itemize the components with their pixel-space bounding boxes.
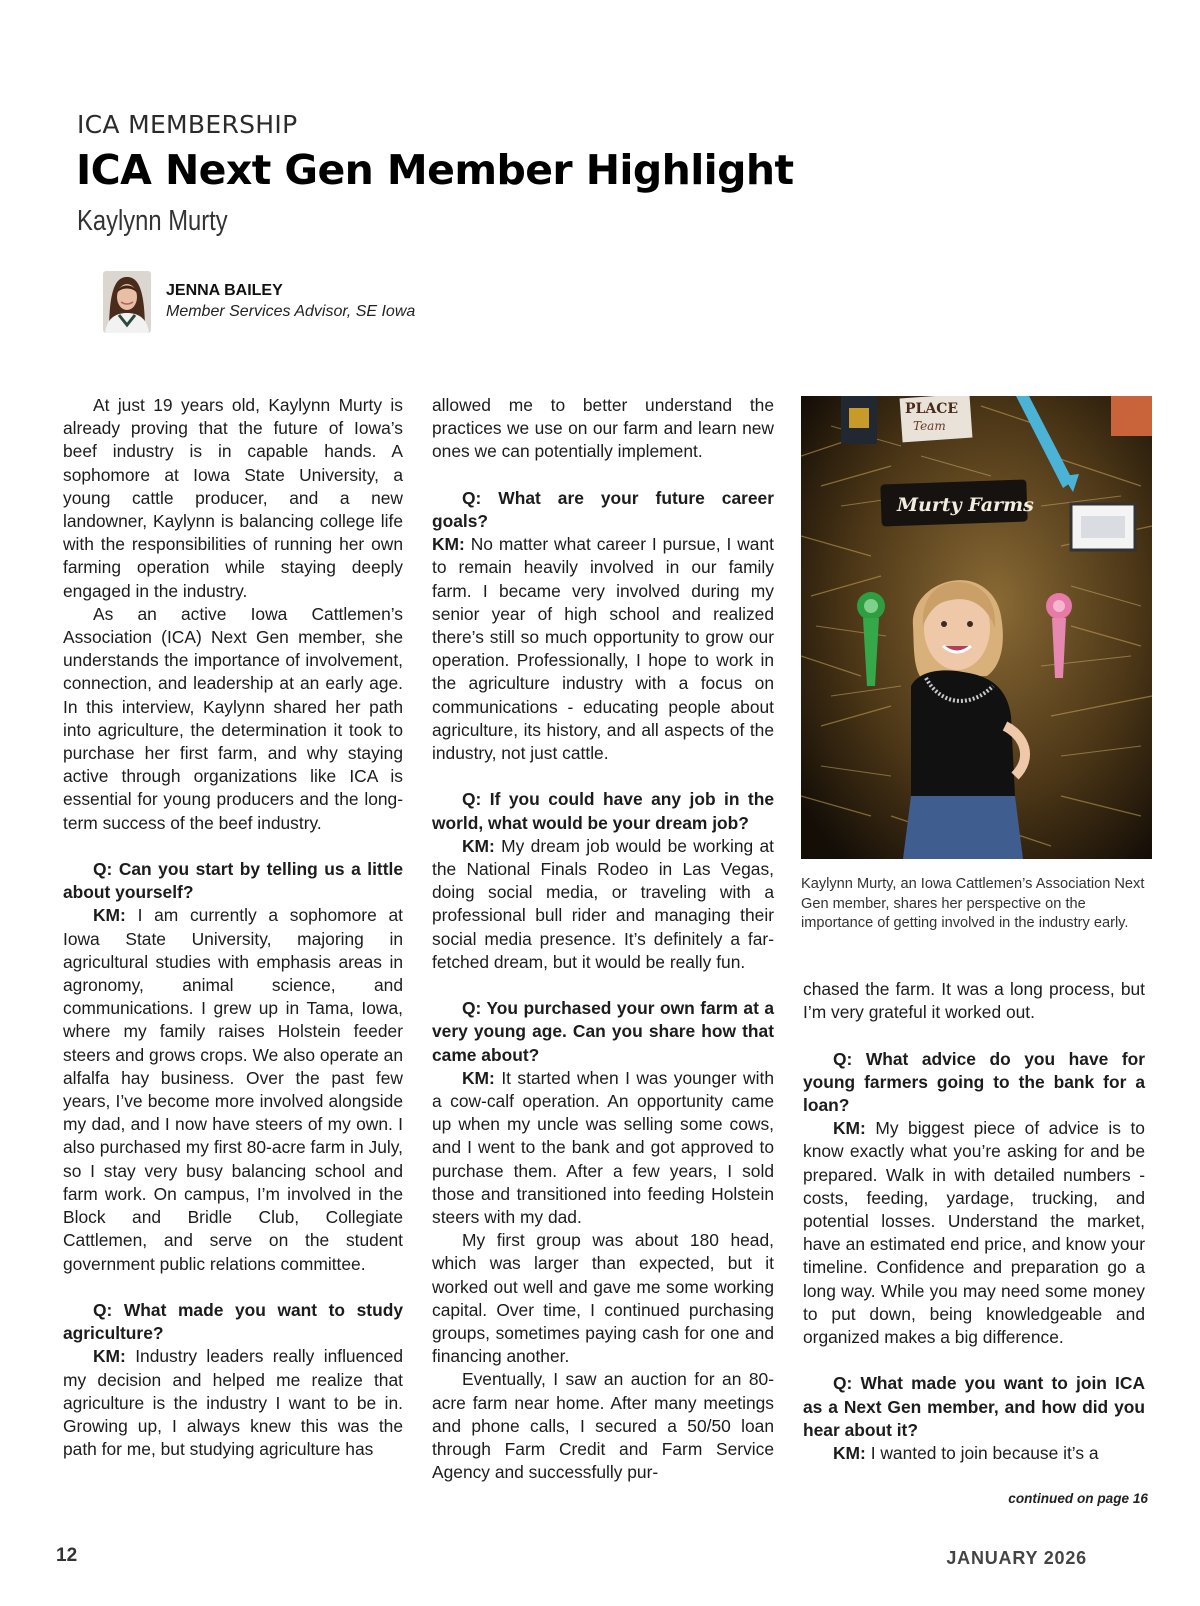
- author-avatar: [103, 271, 151, 333]
- km-label: KM:: [462, 835, 495, 856]
- question-heading: Q: Can you start by telling us a little about yourself?: [63, 859, 403, 903]
- plaque-text: Team: [913, 419, 946, 433]
- featured-photo: [801, 396, 1152, 859]
- answer-paragraph: [432, 533, 774, 765]
- answer-continuation: chased the farm. It was a long process, but I’m very grateful it worked out.: [803, 979, 1145, 1023]
- article-title: ICA Next Gen Member Highlight: [76, 146, 794, 194]
- article-column-1: [63, 394, 403, 1461]
- answer-paragraph: Eventually, I saw an auction for an 80-acre farm near home. After many meetings and phone calls, I secured a 50/50 loan through Farm Credit and Farm Service Agency and successfully pur-: [432, 1369, 774, 1483]
- article-column-2: [432, 394, 774, 1485]
- km-label: KM:: [462, 1067, 495, 1088]
- author-role: Member Services Advisor, SE Iowa: [166, 303, 416, 320]
- continued-note: continued on page 16: [1008, 1491, 1148, 1506]
- issue-date: JANUARY 2026: [946, 1548, 1087, 1568]
- answer-text: I wanted to join because it’s a: [870, 1443, 1099, 1464]
- answer-paragraph: [432, 1067, 774, 1229]
- answer-paragraph: [803, 1117, 1145, 1349]
- section-kicker: ICA MEMBERSHIP: [77, 110, 298, 139]
- answer-text: I am currently a sophomore at Iowa State University, majoring in agricultural studies with emphasis areas in agronomy, animal science, and communications. I grew up in Tama, Iowa, where my family raises Holstein feeder steers and grows crops. We also operate an alfalfa hay business. Over the past few years, I’ve become more involved alongside my dad, and I now have steers of my own. I also purchased my first 80-acre farm in July, so I stay very busy balancing school and farm work. On campus, I’m involved in the Block and Bridle Club, Collegiate Cattlemen, and serve on the student government public relations committee.: [63, 905, 403, 1274]
- answer-paragraph: [432, 835, 774, 974]
- km-label: KM:: [93, 1346, 126, 1367]
- answer-text: My dream job would be working at the National Finals Rodeo in Las Vegas, doing social media, or traveling with a professional bull rider and managing their social media presence. It’s definitely a far-fetched dream, but it would be really fun.: [432, 835, 774, 972]
- km-label: KM:: [833, 1443, 866, 1464]
- question-heading: Q: You purchased your own farm at a very young age. Can you share how that came about?: [432, 998, 774, 1065]
- km-label: KM:: [833, 1118, 866, 1139]
- answer-text: Industry leaders really influenced my decision and helped me realize that agriculture is the industry I want to be in. Growing up, I always knew this was the path for me, but studying agriculture has: [63, 1346, 403, 1460]
- article-column-3: [803, 978, 1145, 1465]
- question-heading: Q: What advice do you have for young farmers going to the bank for a loan?: [803, 1048, 1145, 1115]
- answer-text: No matter what career I pursue, I want to remain heavily involved in our family farm. I became very involved during my senior year of high school and realized there’s still so much opportunity to grow our operation. Professionally, I hope to work in the agriculture industry with a focus on communications - educating people about agriculture, its history, and all aspects of the industry, not just cattle.: [432, 534, 774, 764]
- km-label: KM:: [432, 534, 465, 555]
- photo-caption: Kaylynn Murty, an Iowa Cattlemen’s Association Next Gen member, shares her perspective on the importance of getting involved in the industry early.: [801, 876, 1145, 931]
- question-heading: Q: What are your future career goals?: [432, 487, 774, 531]
- article-subtitle: Kaylynn Murty: [77, 205, 228, 237]
- answer-text: My biggest piece of advice is to know exactly what you’re asking for and be prepared. Walk in with detailed numbers - costs, feeding, yardage, trucking, and potential losses. Understand the market, have an estimated end price, and know your timeline. Confidence and preparation go a long way. While you may need some money to put down, being knowledgeable and organized makes a big difference.: [803, 1118, 1145, 1348]
- author-name: JENNA BAILEY: [166, 282, 283, 299]
- intro-paragraph: At just 19 years old, Kaylynn Murty is already proving that the future of Iowa’s beef industry is in capable hands. A sophomore at Iowa State University, a young cattle producer, and a new landowner, Kaylynn is balancing college life with the responsibilities of running her own farming operation while staying deeply engaged in the industry.: [63, 395, 403, 601]
- intro-paragraph: As an active Iowa Cattlemen’s Association (ICA) Next Gen member, she understands the importance of involvement, connection, and leadership at an early age. In this interview, Kaylynn shared her path into agriculture, the determination it took to purchase her first farm, and why staying active through organizations like ICA is essential for young producers and the long-term success of the beef industry.: [63, 603, 403, 833]
- farm-sign-text: Murty Farms: [897, 494, 1034, 516]
- question-heading: Q: What made you want to join ICA as a Next Gen member, and how did you hear about it?: [803, 1373, 1145, 1440]
- answer-paragraph: [63, 1345, 403, 1461]
- page-number: 12: [56, 1545, 78, 1566]
- answer-paragraph: [63, 904, 403, 1275]
- answer-continuation: allowed me to better understand the practices we use on our farm and learn new ones we can potentially implement.: [432, 395, 774, 462]
- question-heading: Q: If you could have any job in the world, what would be your dream job?: [432, 789, 774, 833]
- km-label: KM:: [93, 905, 126, 926]
- answer-paragraph: My first group was about 180 head, which was larger than expected, but it worked out well and gave me some working capital. Over time, I continued purchasing groups, sometimes paying cash for one and financing another.: [432, 1230, 774, 1367]
- answer-paragraph: [803, 1442, 1145, 1465]
- answer-text: It started when I was younger with a cow-calf operation. An opportunity came up when my uncle was selling some cows, and I went to the bank and got approved to purchase them. After a few years, I sold those and transitioned into feeding Holstein steers with my dad.: [432, 1067, 774, 1228]
- question-heading: Q: What made you want to study agriculture?: [63, 1299, 403, 1344]
- plaque-text: PLACE: [905, 401, 959, 417]
